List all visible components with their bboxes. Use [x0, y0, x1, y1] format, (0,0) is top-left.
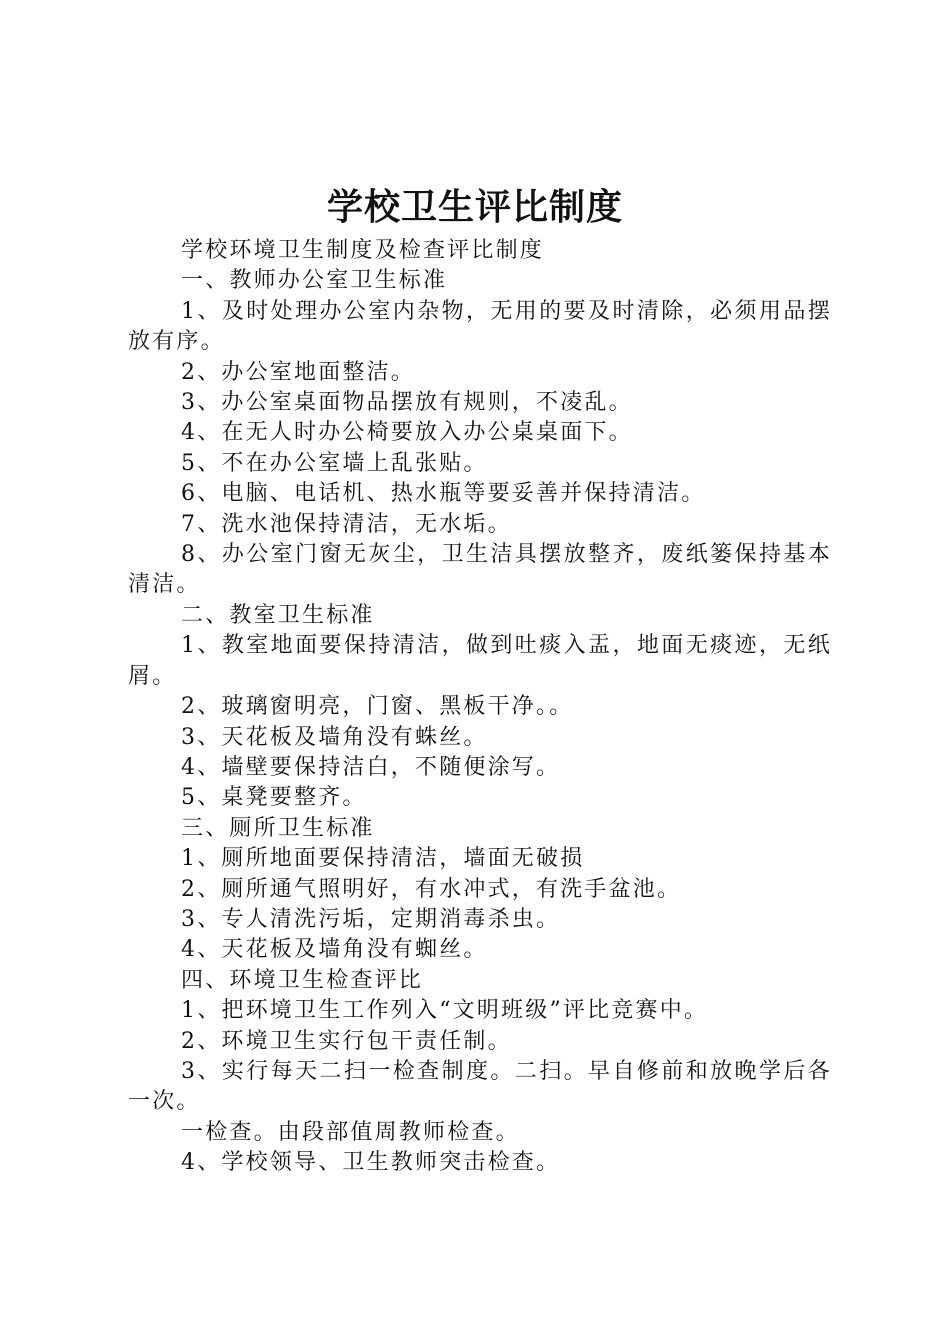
paragraph: 2、厕所通气照明好，有水冲式，有洗手盆池。	[181, 876, 682, 902]
document-title: 学校卫生评比制度	[326, 186, 623, 228]
paragraph: 4、墙壁要保持洁白，不随便涂写。	[181, 754, 561, 780]
paragraph: 5、桌凳要整齐。	[181, 785, 367, 811]
paragraph: 3、办公室桌面物品摆放有规则，不凌乱。	[181, 390, 633, 416]
paragraph: 1、及时处理办公室内杂物，无用的要及时清除，必须用品摆放有序。	[128, 298, 832, 355]
paragraph: 1、厕所地面要保持清洁，墙面无破损	[181, 846, 585, 872]
paragraph: 3、实行每天二扫一检查制度。二扫。早自修前和放晚学后各一次。	[128, 1058, 832, 1115]
paragraph: 6、电脑、电话机、热水瓶等要妥善并保持清洁。	[181, 481, 706, 507]
document-body	[128, 236, 832, 1179]
paragraph: 4、在无人时办公椅要放入办公桌桌面下。	[181, 420, 633, 446]
section-heading-inspection: 四、环境卫生检查评比	[181, 967, 424, 993]
paragraph: 2、环境卫生实行包干责任制。	[181, 1028, 512, 1054]
paragraph: 2、办公室地面整洁。	[181, 359, 415, 385]
section-heading-classroom: 二、教室卫生标准	[181, 602, 375, 628]
section-heading-office: 一、教师办公室卫生标准	[181, 268, 448, 294]
paragraph: 8、办公室门窗无灰尘，卫生洁具摆放整齐，废纸篓保持基本清洁。	[128, 542, 832, 598]
paragraph: 一检查。由段部值周教师检查。	[181, 1119, 520, 1145]
paragraph: 4、天花板及墙角没有蜘丝。	[181, 937, 488, 963]
paragraph: 5、不在办公室墙上乱张贴。	[181, 450, 488, 476]
paragraph-intro: 学校环境卫生制度及检查评比制度	[181, 238, 545, 263]
paragraph: 1、教室地面要保持清洁，做到吐痰入盂，地面无痰迹，无纸屑。	[128, 633, 832, 689]
paragraph: 2、玻璃窗明亮，门窗、黑板干净。。	[181, 694, 574, 720]
paragraph: 3、专人清洗污垢，定期消毒杀虫。	[181, 906, 561, 932]
paragraph: 7、洗水池保持清洁，无水垢。	[181, 511, 512, 537]
section-heading-toilet: 三、厕所卫生标准	[181, 815, 375, 841]
paragraph: 1、把环境卫生工作列入“文明班级”评比竞赛中。	[181, 998, 709, 1024]
paragraph: 4、学校领导、卫生教师突击检查。	[181, 1150, 561, 1176]
paragraph: 3、天花板及墙角没有蛛丝。	[181, 724, 488, 750]
